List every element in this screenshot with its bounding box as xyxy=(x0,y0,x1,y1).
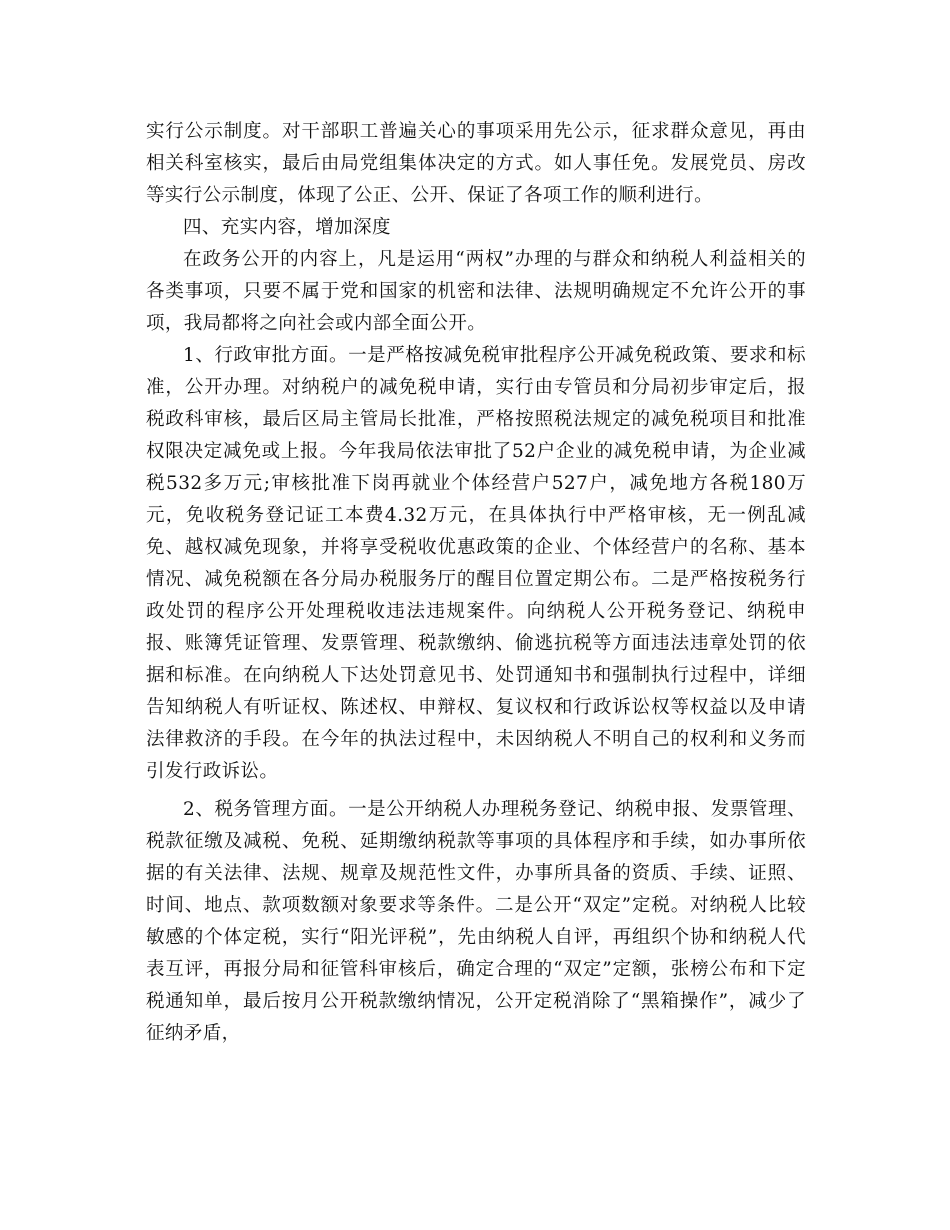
document-body xyxy=(146,116,806,1050)
paragraph-tax-management: 2、税务管理方面。一是公开纳税人办理税务登记、纳税申报、发票管理、税款征缴及减税、免税、延期缴纳税款等事项的具体程序和手续，如办事所依据的有关法律、法规、规章及规范性文件，办事所具备的资质、手续、证照、时间、地点、款项数额对象要求等条件。二是公开“双定”定税。对纳税人比较敏感的个体定税，实行“阳光评税”，先由纳税人自评，再组织个协和纳税人代表互评，再报分局和征管科审核后，确定合理的“双定”定额，张榜公布和下定税通知单，最后按月公开税款缴纳情况，公开定税消除了“黑箱操作”，减少了征纳矛盾， xyxy=(146,799,806,1044)
paragraph-publicity-system: 实行公示制度。对干部职工普遍关心的事项采用先公示，征求群众意见，再由相关科室核实，最后由局党组集体决定的方式。如人事任免。发展党员、房改等实行公示制度，体现了公正、公开、保证了各项工作的顺利进行。 xyxy=(146,121,806,206)
section-heading-four: 四、充实内容，增加深度 xyxy=(183,217,391,238)
paragraph-content-scope: 在政务公开的内容上，凡是运用“两权”办理的与群众和纳税人利益相关的各类事项，只要不属于党和国家的机密和法律、法规明确规定不允许公开的事项，我局都将之向社会或内部全面公开。 xyxy=(146,249,806,334)
paragraph-administrative-approval: 1、行政审批方面。一是严格按减免税审批程序公开减免税政策、要求和标准，公开办理。对纳税户的减免税申请，实行由专管员和分局初步审定后，报税政科审核，最后区局主管局长批准，严格按照税法规定的减免税项目和批准权限决定减免或上报。今年我局依法审批了52户企业的减免税申请，为企业减税532多万元;审核批准下岗再就业个体经营户527户，减免地方各税180万元，免收税务登记证工本费4.32万元，在具体执行中严格审核，无一例乱减免、越权减免现象，并将享受税收优惠政策的企业、个体经营户的名称、基本情况、减免税额在各分局办税服务厅的醒目位置定期公布。二是严格按税务行政处罚的程序公开处理税收违法违规案件。向纳税人公开税务登记、纳税申报、账簿凭证管理、发票管理、税款缴纳、偷逃抗税等方面违法违章处罚的依据和标准。在向纳税人下达处罚意见书、处罚通知书和强制执行过程中，详细告知纳税人有听证权、陈述权、申辩权、复议权和行政诉讼权等权益以及申请法律救济的手段。在今年的执法过程中，未因纳税人不明自己的权利和义务而引发行政诉讼。 xyxy=(146,345,806,782)
